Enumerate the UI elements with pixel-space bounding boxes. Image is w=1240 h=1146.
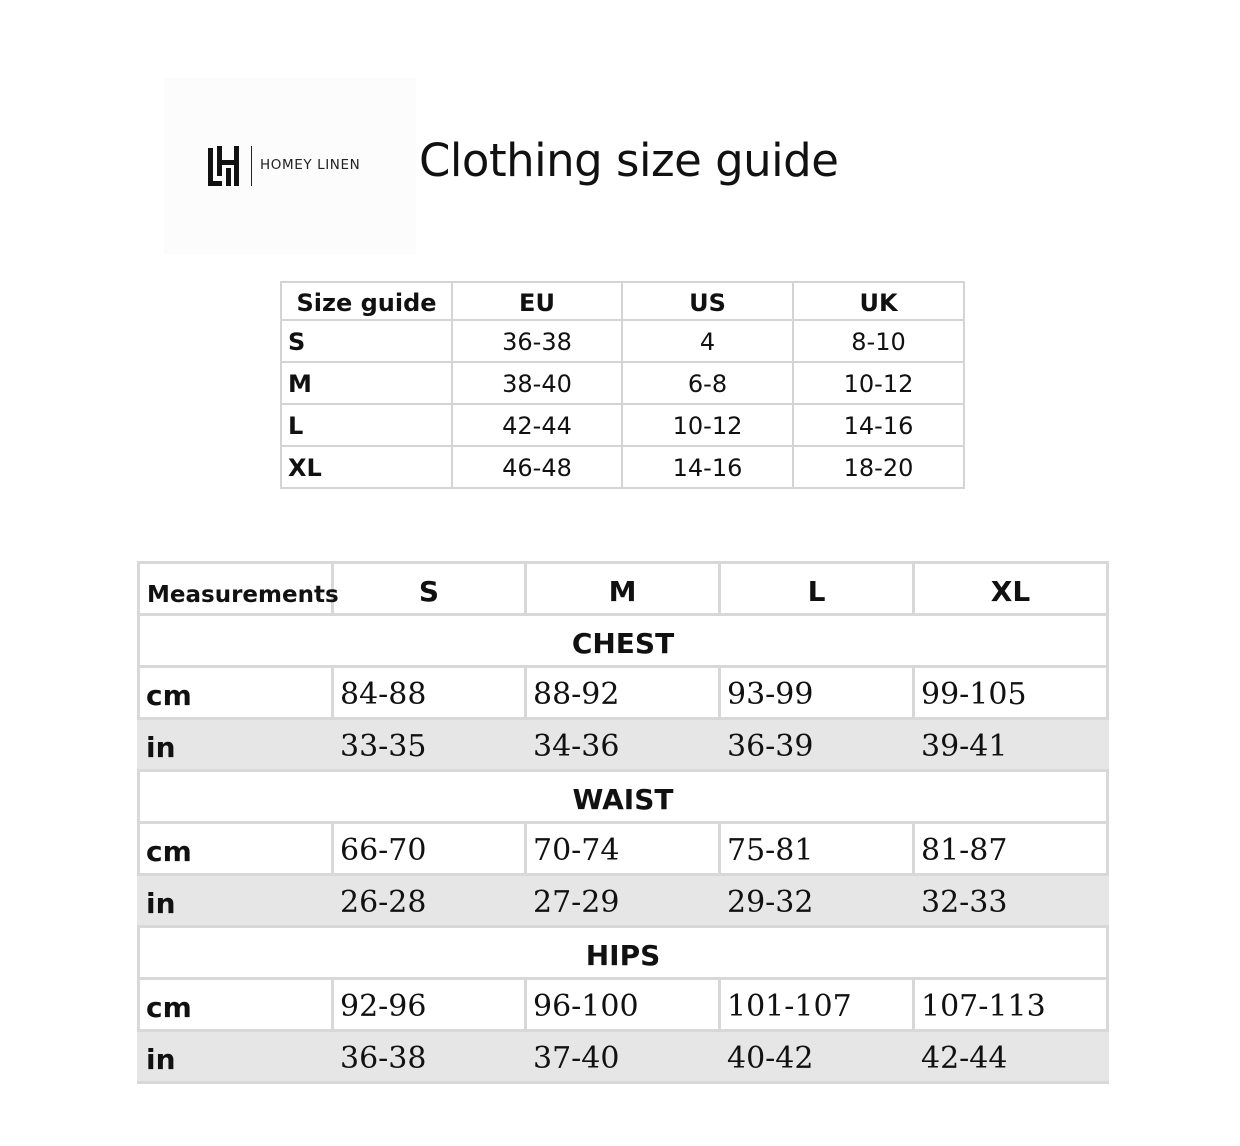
table-row xyxy=(281,320,964,362)
table-cell: 34-36 xyxy=(526,719,720,771)
table-cell: 26-28 xyxy=(333,875,526,927)
table-cell: 107-113 xyxy=(914,979,1108,1031)
table-cell: 93-99 xyxy=(720,667,914,719)
section-title: WAIST xyxy=(139,771,1108,823)
table-cell: 70-74 xyxy=(526,823,720,875)
table-cell: 101-107 xyxy=(720,979,914,1031)
unit-label: in xyxy=(139,1031,333,1083)
table-cell: 88-92 xyxy=(526,667,720,719)
table-cell: 99-105 xyxy=(914,667,1108,719)
table-row xyxy=(281,446,964,488)
measurements-header: L xyxy=(720,563,914,615)
table-cell: 84-88 xyxy=(333,667,526,719)
table-cell: 46-48 xyxy=(452,446,622,488)
measurements-header: M xyxy=(526,563,720,615)
table-row xyxy=(139,823,1108,875)
table-cell: 27-29 xyxy=(526,875,720,927)
unit-label: cm xyxy=(139,979,333,1031)
table-row xyxy=(281,404,964,446)
table-row xyxy=(139,1031,1108,1083)
table-cell: 42-44 xyxy=(914,1031,1108,1083)
size-conversion-table xyxy=(280,281,965,489)
size-label: L xyxy=(281,404,452,446)
table-cell: 6-8 xyxy=(622,362,793,404)
table-cell: 36-39 xyxy=(720,719,914,771)
brand-name: HOMEY LINEN xyxy=(260,157,361,173)
table-cell: 42-44 xyxy=(452,404,622,446)
table-cell: 29-32 xyxy=(720,875,914,927)
table-cell: 33-35 xyxy=(333,719,526,771)
table-cell: 96-100 xyxy=(526,979,720,1031)
size-table-header-row xyxy=(281,282,964,320)
size-table-header: US xyxy=(622,282,793,320)
table-cell: 40-42 xyxy=(720,1031,914,1083)
unit-label: cm xyxy=(139,823,333,875)
table-cell: 81-87 xyxy=(914,823,1108,875)
table-row xyxy=(139,719,1108,771)
table-cell: 14-16 xyxy=(622,446,793,488)
table-cell: 66-70 xyxy=(333,823,526,875)
section-title: HIPS xyxy=(139,927,1108,979)
table-row xyxy=(139,875,1108,927)
measurements-table xyxy=(137,561,1109,1084)
table-row xyxy=(139,667,1108,719)
table-cell: 8-10 xyxy=(793,320,964,362)
table-cell: 38-40 xyxy=(452,362,622,404)
table-row xyxy=(281,362,964,404)
size-table-header: EU xyxy=(452,282,622,320)
measurements-header: S xyxy=(333,563,526,615)
logo-divider xyxy=(251,146,252,186)
size-label: S xyxy=(281,320,452,362)
table-cell: 75-81 xyxy=(720,823,914,875)
size-label: M xyxy=(281,362,452,404)
table-cell: 32-33 xyxy=(914,875,1108,927)
section-row xyxy=(139,927,1108,979)
table-cell: 4 xyxy=(622,320,793,362)
size-label: XL xyxy=(281,446,452,488)
section-row xyxy=(139,615,1108,667)
section-row xyxy=(139,771,1108,823)
table-cell: 37-40 xyxy=(526,1031,720,1083)
measurements-header: Measurements xyxy=(139,563,333,615)
table-cell: 92-96 xyxy=(333,979,526,1031)
table-cell: 18-20 xyxy=(793,446,964,488)
size-table-header: Size guide xyxy=(281,282,452,320)
table-cell: 36-38 xyxy=(452,320,622,362)
section-title: CHEST xyxy=(139,615,1108,667)
table-cell: 10-12 xyxy=(793,362,964,404)
unit-label: cm xyxy=(139,667,333,719)
homey-linen-logo-icon xyxy=(208,146,244,186)
table-row xyxy=(139,979,1108,1031)
size-table-header: UK xyxy=(793,282,964,320)
unit-label: in xyxy=(139,719,333,771)
unit-label: in xyxy=(139,875,333,927)
measurements-header: XL xyxy=(914,563,1108,615)
table-cell: 14-16 xyxy=(793,404,964,446)
table-cell: 10-12 xyxy=(622,404,793,446)
page-title: Clothing size guide xyxy=(419,134,839,187)
measurements-header-row xyxy=(139,563,1108,615)
table-cell: 36-38 xyxy=(333,1031,526,1083)
table-cell: 39-41 xyxy=(914,719,1108,771)
